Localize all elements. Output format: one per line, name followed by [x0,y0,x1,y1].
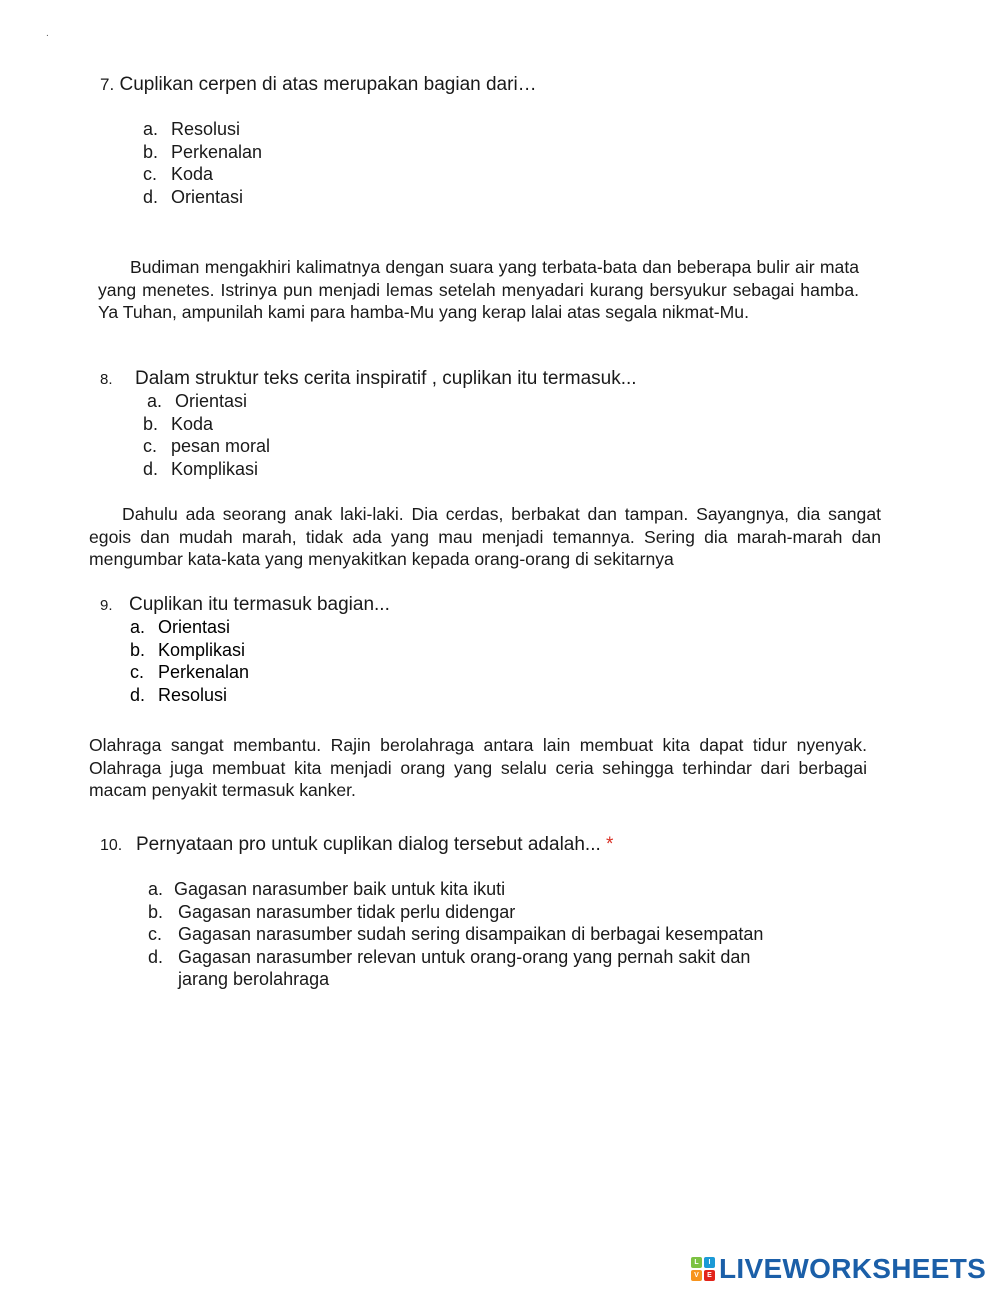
q9-options [130,616,249,706]
question-number: 9. [100,597,113,614]
page-mark: . [46,28,49,39]
option-letter: d. [130,684,146,705]
option-d[interactable] [143,186,262,209]
passage-olahraga: Olahraga sangat membantu. Rajin berolahraga antara lain membuat kita dapat tidur nyenyak. Olahraga juga membuat kita menjadi orang yang selalu ceria sehingga terhindar dari berbagai macam penyakit termasuk kanker. [89,735,867,801]
option-d[interactable] [143,458,270,481]
option-a[interactable] [143,390,270,413]
option-text: Gagasan narasumber tidak perlu didengar [178,901,516,922]
option-b[interactable] [130,639,249,662]
option-text: Perkenalan [158,662,250,683]
option-text: Resolusi [171,119,241,139]
option-letter: c. [143,436,158,457]
option-text: Komplikasi [158,639,246,660]
option-text: Gagasan narasumber sudah sering disampaikan di berbagai kesempatan [178,924,764,945]
q10-options [148,878,763,991]
question-text: Pernyataan pro untuk cuplikan dialog tersebut adalah... [136,834,601,855]
question-7 [100,74,537,96]
option-text: Orientasi [171,186,244,207]
passage-budiman: Budiman mengakhiri kalimatnya dengan suara yang terbata-bata dan beberapa bulir air mata yang menetes. Istrinya pun menjadi lemas setelah menyadari kurang bersyukur sebagai hamba. Ya Tuhan, ampunilah kami para hamba-Mu yang kerap lalai atas segala nikmat-Mu. [98,257,859,323]
option-d[interactable] [130,684,249,707]
option-a[interactable] [143,118,262,141]
option-text: Perkenalan [171,141,263,162]
question-number: 7. [100,75,115,94]
option-b[interactable] [143,141,262,164]
question-9 [100,594,390,616]
option-c[interactable] [130,661,249,684]
option-a[interactable] [130,616,249,639]
question-text: Cuplikan itu termasuk bagian... [129,594,390,615]
option-letter: a. [147,391,163,411]
option-text: Orientasi [175,391,248,411]
question-8 [100,368,637,390]
option-c[interactable] [143,163,262,186]
liveworksheets-logo [691,1252,986,1286]
option-text: jarang berolahraga [178,969,330,990]
option-letter: c. [143,164,158,185]
option-text: pesan moral [171,436,271,457]
option-c[interactable] [148,923,763,946]
option-text: Koda [171,164,214,185]
logo-block: E [704,1270,715,1281]
option-letter: d. [143,458,159,479]
logo-block: V [691,1270,702,1281]
logo-text: LIVEWORKSHEETS [719,1253,987,1284]
option-letter: b. [148,901,164,922]
option-letter: c. [148,924,163,945]
question-10 [100,834,613,856]
option-letter: d. [148,946,164,967]
question-number: 10. [100,837,123,854]
required-mark: * [606,834,614,855]
passage-anak: Dahulu ada seorang anak laki-laki. Dia cerdas, berbakat dan tampan. Sayangnya, dia sangat egois dan mudah marah, tidak ada yang mau menjadi temannya. Sering dia marah-marah dan mengumbar kata-kata yang menyakitkan kepada orang-orang di sekitarnya [89,504,881,570]
option-text: Gagasan narasumber baik untuk kita ikuti [174,879,506,899]
option-d-continuation [148,968,763,991]
option-text: Koda [171,413,214,434]
option-letter: a. [130,617,146,637]
option-text: Resolusi [158,684,228,705]
question-text: Dalam struktur teks cerita inspiratif , cuplikan itu termasuk... [135,368,637,389]
logo-block: I [704,1257,715,1268]
logo-blocks-icon [691,1257,715,1281]
option-b[interactable] [148,901,763,924]
q7-options [143,118,262,208]
option-letter: b. [143,413,159,434]
logo-block: L [691,1257,702,1268]
option-letter: b. [143,141,159,162]
option-b[interactable] [143,413,270,436]
option-c[interactable] [143,435,270,458]
option-d[interactable] [148,946,763,969]
option-letter: a. [143,119,159,139]
question-number: 8. [100,371,113,388]
option-letter: d. [143,186,159,207]
option-text: Gagasan narasumber relevan untuk orang-orang yang pernah sakit dan [178,946,751,967]
option-letter: c. [130,662,145,683]
option-letter: b. [130,639,146,660]
option-letter: a. [148,879,164,899]
question-text: Cuplikan cerpen di atas merupakan bagian dari… [119,74,537,95]
q8-options [143,390,270,480]
option-a[interactable] [148,878,763,901]
option-text: Komplikasi [171,458,259,479]
option-text: Orientasi [158,617,231,637]
